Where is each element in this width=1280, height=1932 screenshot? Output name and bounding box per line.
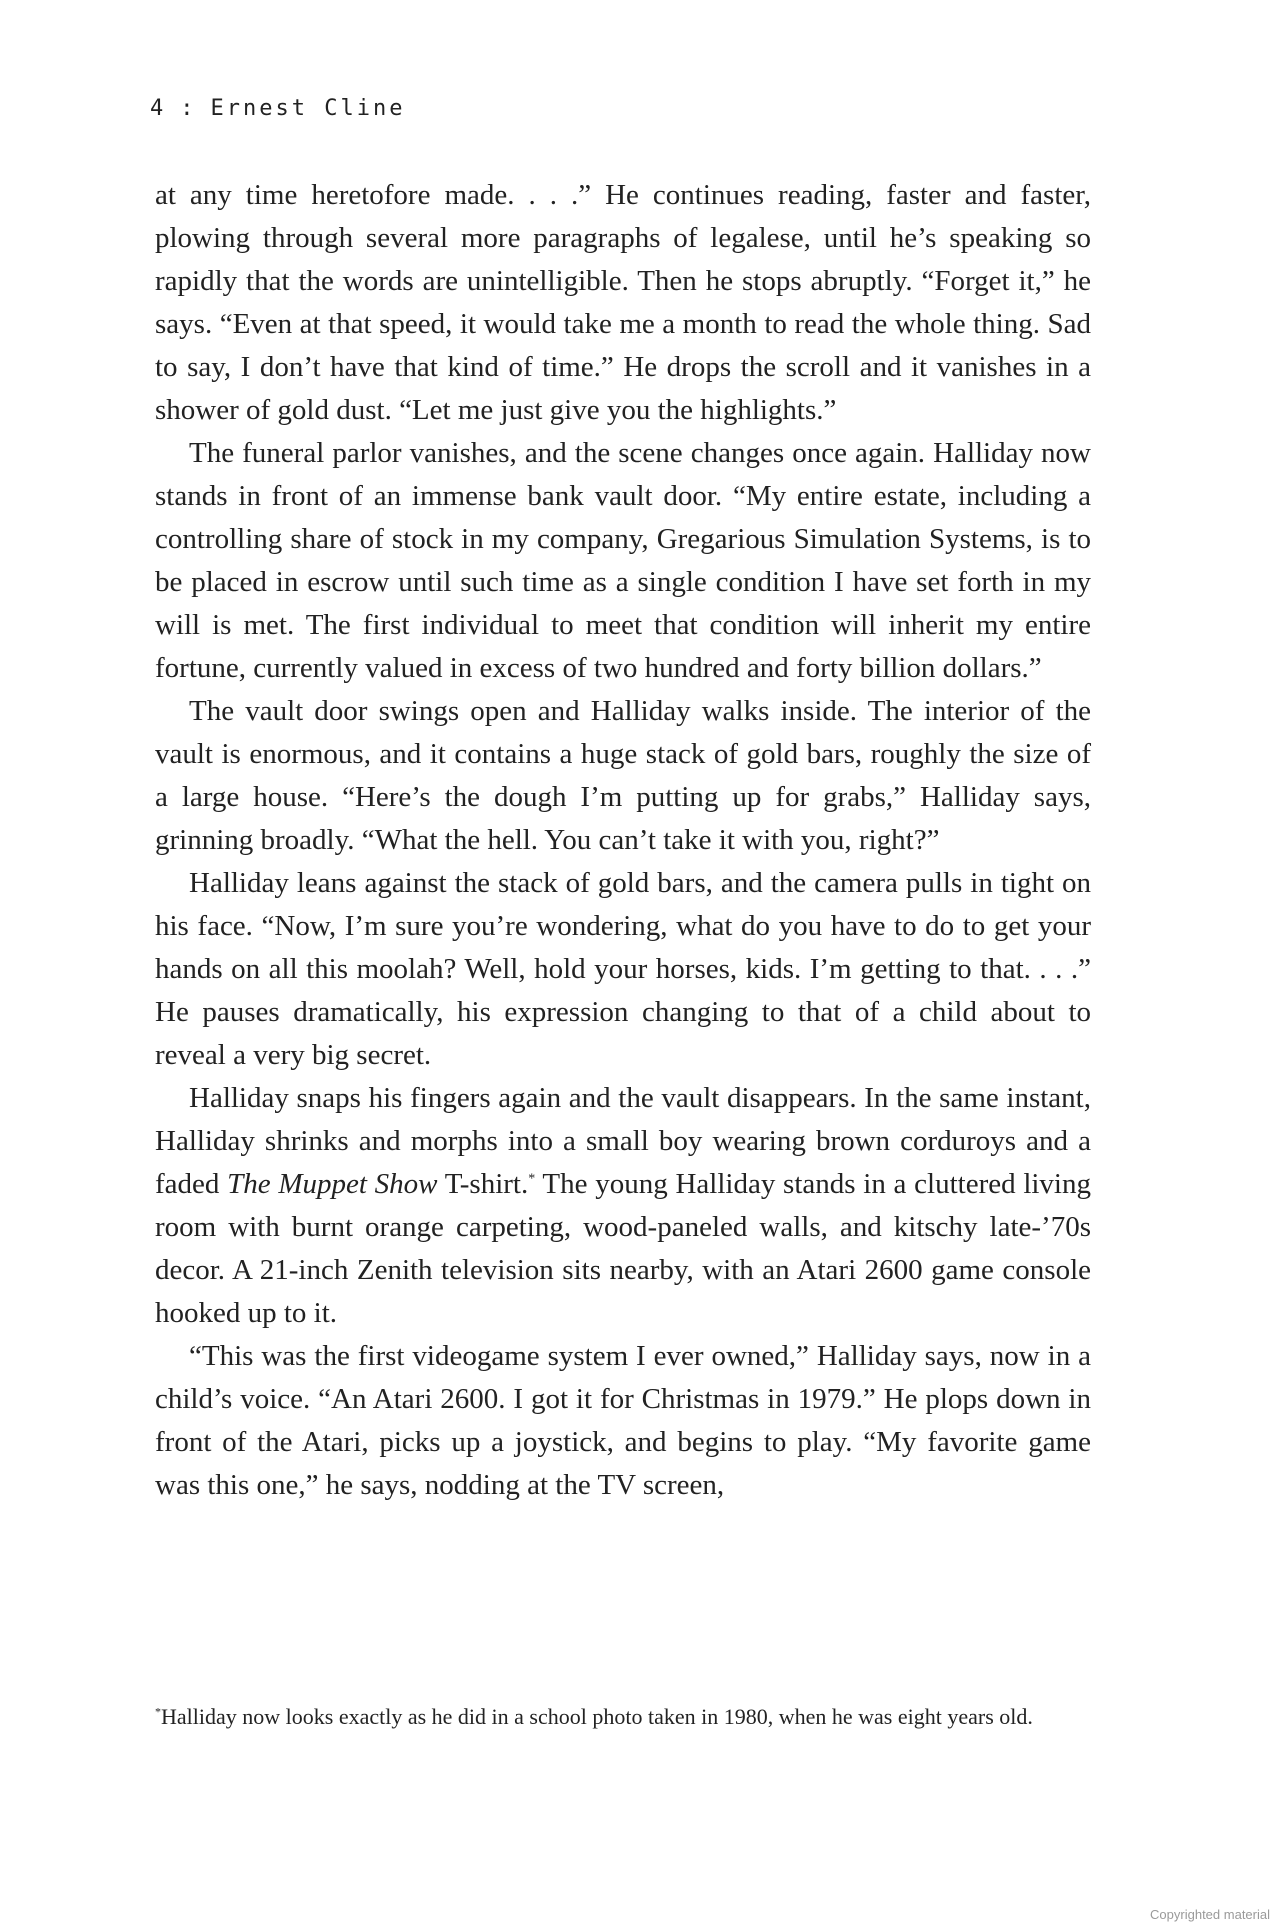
author-name: Ernest Cline xyxy=(210,96,406,121)
footnote xyxy=(155,1700,1091,1733)
running-header xyxy=(150,96,405,121)
paragraph-2: The funeral parlor vanishes, and the scene changes once again. Halliday now stands in front of an immense bank vault door. “My entire estate, including a controlling share of stock in my company, Gregarious Simulation Systems, is to be placed in escrow until such time as a single condition I have set forth in my will is met. The first individual to meet that condition will inherit my entire fortune, currently valued in excess of two hundred and forty billion dollars.” xyxy=(155,437,1091,684)
paragraph-5-text-middle: T-shirt. xyxy=(437,1168,529,1200)
paragraph-5 xyxy=(155,1077,1091,1335)
header-separator: : xyxy=(180,96,197,121)
copyright-watermark: Copyrighted material xyxy=(1150,1907,1270,1922)
paragraph-5-text-end: The young Halliday stands in a cluttered living room with burnt orange carpeting, wood-paneled walls, and kitschy late-’70s decor. A 21-inch Zenith television sits nearby, with an Atari 2600 game console hooked up to it. xyxy=(155,1168,1091,1329)
body-text xyxy=(155,174,1091,1507)
paragraph-6: “This was the first videogame system I ever owned,” Halliday says, now in a child’s voice. “An Atari 2600. I got it for Christmas in 1979.” He plops down in front of the Atari, picks up a joystick, and begins to play. “My favorite game was this one,” he says, nodding at the TV screen, xyxy=(155,1340,1091,1501)
footnote-text: Halliday now looks exactly as he did in a school photo taken in 1980, when he was eight years old. xyxy=(161,1704,1033,1729)
paragraph-3: The vault door swings open and Halliday walks inside. The interior of the vault is enormous, and it contains a huge stack of gold bars, roughly the size of a large house. “Here’s the dough I’m putting up for grabs,” Halliday says, grinning broadly. “What the hell. You can’t take it with you, right?” xyxy=(155,695,1091,856)
footnote-mark: * xyxy=(155,1704,161,1719)
footnote-reference[interactable]: * xyxy=(528,1171,536,1187)
paragraph-5-text-start: Halliday snaps his fingers again and the vault disappears. In the same instant, Halliday shrinks and morphs into a small boy wearing brown corduroys and a faded xyxy=(155,1082,1091,1200)
paragraph-1: at any time heretofore made. . . .” He continues reading, faster and faster, plowing through several more paragraphs of legalese, until he’s speaking so rapidly that the words are unintelligible. Then he stops abruptly. “Forget it,” he says. “Even at that speed, it would take me a month to read the whole thing. Sad to say, I don’t have that kind of time.” He drops the scroll and it vanishes in a shower of gold dust. “Let me just give you the highlights.” xyxy=(155,179,1091,426)
page-number: 4 xyxy=(150,96,167,121)
paragraph-4: Halliday leans against the stack of gold bars, and the camera pulls in tight on his face. “Now, I’m sure you’re wondering, what do you have to do to get your hands on all this moolah? Well, hold your horses, kids. I’m getting to that. . . .” He pauses dramatically, his expression changing to that of a child about to reveal a very big secret. xyxy=(155,867,1091,1071)
italic-show-title: The Muppet Show xyxy=(227,1168,438,1200)
